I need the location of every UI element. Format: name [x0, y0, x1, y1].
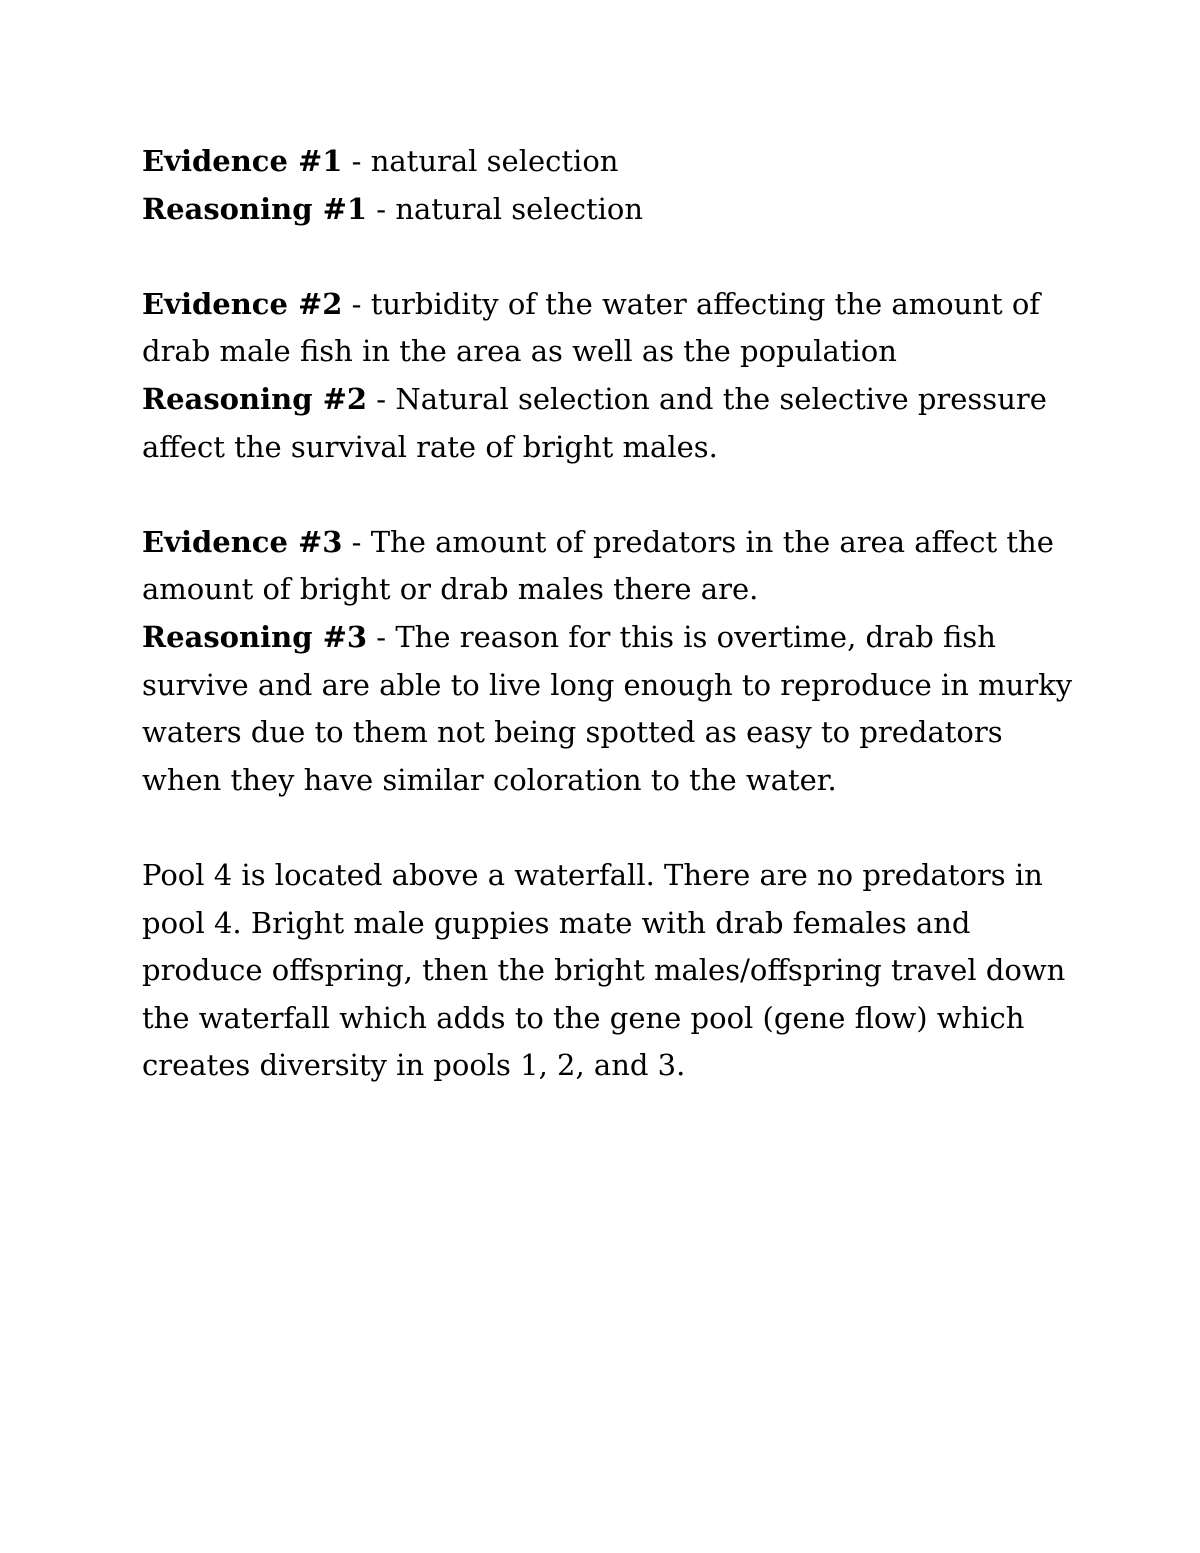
closing-block — [142, 852, 1082, 1090]
closing-paragraph: Pool 4 is located above a waterfall. There are no predators in pool 4. Bright male guppies mate with drab females and produce offspring, then the bright males/offspring travel down the waterfall which adds to the gene pool (gene flow) which creates diversity in pools 1, 2, and 3. — [142, 857, 1066, 1083]
reasoning-1 — [142, 186, 1082, 234]
evidence-2-text: turbidity of the water affecting the amount of drab male fish in the area as well as the population — [142, 286, 1041, 369]
reasoning-2-text: Natural selection and the selective pressure affect the survival rate of bright males. — [142, 381, 1047, 464]
reasoning-2-label: Reasoning #2 — [142, 381, 368, 416]
evidence-1-separator: - — [342, 144, 371, 178]
reasoning-2 — [142, 376, 1082, 471]
document-body — [142, 138, 1082, 1137]
evidence-1-text: natural selection — [370, 144, 619, 178]
evidence-reasoning-block-1 — [142, 138, 1082, 233]
reasoning-2-separator: - — [367, 381, 396, 416]
reasoning-1-text: natural selection — [395, 191, 644, 226]
evidence-1-label: Evidence #1 — [142, 144, 343, 178]
evidence-1 — [142, 138, 1082, 186]
reasoning-3 — [142, 614, 1082, 804]
reasoning-3-separator: - — [367, 619, 396, 654]
evidence-2-separator: - — [342, 286, 371, 321]
evidence-2 — [142, 281, 1082, 376]
evidence-3 — [142, 519, 1082, 614]
reasoning-1-label: Reasoning #1 — [142, 191, 368, 226]
evidence-reasoning-block-3 — [142, 519, 1082, 805]
evidence-3-label: Evidence #3 — [142, 524, 343, 559]
evidence-3-text: The amount of predators in the area affect the amount of bright or drab males there are. — [142, 524, 1054, 607]
evidence-2-label: Evidence #2 — [142, 286, 343, 321]
evidence-reasoning-block-2 — [142, 281, 1082, 471]
reasoning-1-separator: - — [367, 191, 396, 226]
reasoning-3-text: The reason for this is overtime, drab fish survive and are able to live long enough to reproduce in murky waters due to them not being spotted as easy to predators when they have similar coloration to the water. — [142, 619, 1073, 797]
evidence-3-separator: - — [342, 524, 371, 559]
reasoning-3-label: Reasoning #3 — [142, 619, 368, 654]
